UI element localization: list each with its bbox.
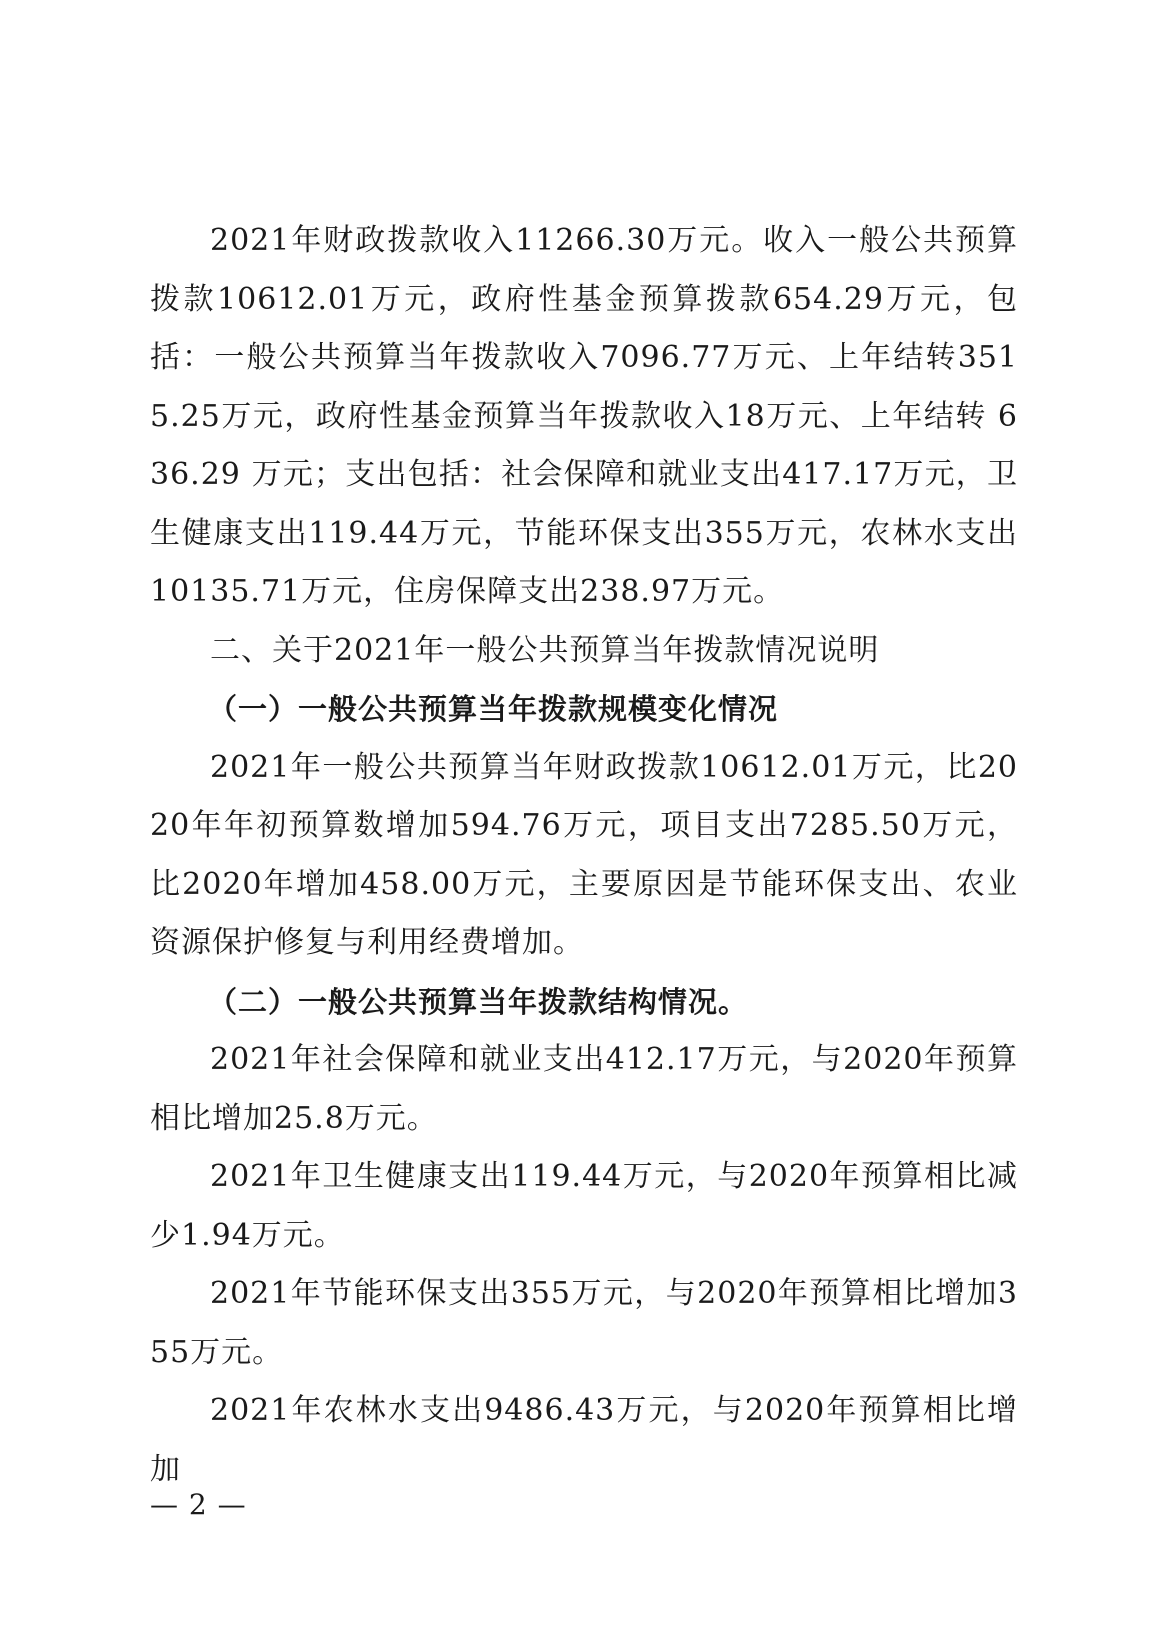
section-heading-general-budget: 二、关于2021年一般公共预算当年拨款情况说明 <box>210 632 880 668</box>
paragraph-health: 2021年卫生健康支出119.44万元，与2020年预算相比减少1.94万元。 <box>150 1159 1018 1253</box>
subheading-scale-change: （一）一般公共预算当年拨款规模变化情况 <box>208 692 779 726</box>
document-body <box>150 212 1018 1499</box>
paragraph-social-security: 2021年社会保障和就业支出412.17万元，与2020年预算相比增加25.8万元。 <box>150 1042 1018 1136</box>
paragraph-fiscal-income-summary: 2021年财政拨款收入11266.30万元。收入一般公共预算拨款10612.01万元，政府性基金预算拨款654.29万元，包括：一般公共预算当年拨款收入7096.77万元、上年结转3515.25万元，政府性基金预算当年拨款收入18万元、上年结转 636.29 万元；支出包括：社会保障和就业支出417.17万元，卫生健康支出119.44万元，节能环保支出355万元，农林水支出10135.71万元，住房保障支出238.97万元。 <box>150 223 1018 609</box>
paragraph-scale-change: 2021年一般公共预算当年财政拨款10612.01万元，比2020年年初预算数增加594.76万元，项目支出7285.50万元，比2020年增加458.00万元，主要原因是节能环保支出、农业资源保护修复与利用经费增加。 <box>150 749 1018 960</box>
subheading-structure: （二）一般公共预算当年拨款结构情况。 <box>208 984 749 1019</box>
paragraph-energy-environment: 2021年节能环保支出355万元，与2020年预算相比增加355万元。 <box>150 1276 1018 1370</box>
paragraph-agriculture: 2021年农林水支出9486.43万元，与2020年预算相比增加 <box>150 1393 1018 1487</box>
page-number: — 2 — <box>150 1488 247 1521</box>
